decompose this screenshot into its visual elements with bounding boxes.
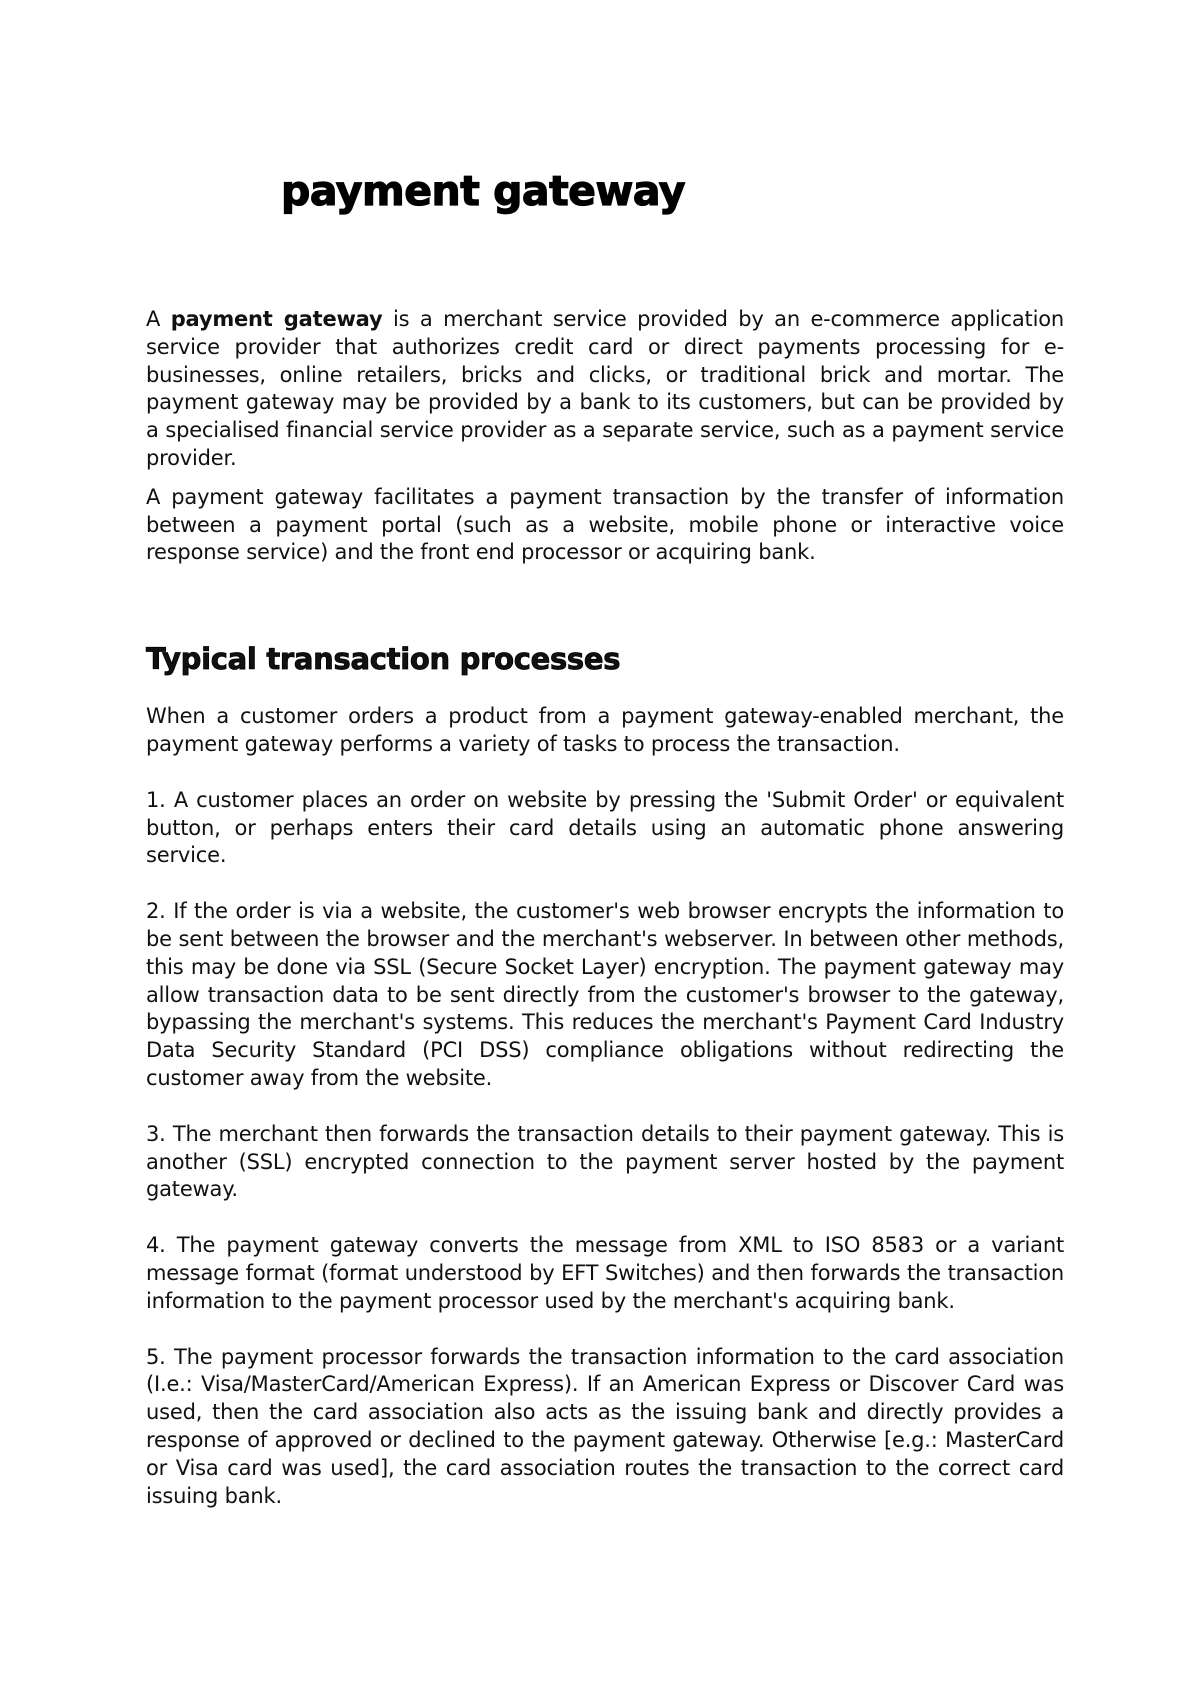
section-intro: When a customer orders a product from a payment gateway-enabled merchant, the payment gateway performs a variety of tasks to process the transaction. [146,704,1064,756]
definition-term: payment gateway [170,307,383,331]
definition-prefix: A [146,307,171,331]
definition-text: is a merchant service provided by an e-commerce application service provider that authorizes credit card or direct payments processing for e-businesses, online retailers, bricks and clicks, or traditional brick and mortar. The payment gateway may be provided by a bank to its customers, but can be provided by a specialised financial service provider as a separate service, such as a payment service provider. [146,307,1064,470]
section-heading: Typical transaction processes [146,642,621,677]
step-2: 2. If the order is via a website, the customer's web browser encrypts the information to be sent between the browser and the merchant's webserver. In between other methods, this may be done via SSL (Secure Socket Layer) encryption. The payment gateway may allow transaction data to be sent directly from the customer's browser to the gateway, bypassing the merchant's systems. This reduces the merchant's Payment Card Industry Data Security Standard (PCI DSS) compliance obligations without redirecting the customer away from the website. [146,899,1064,1090]
step-5: 5. The payment processor forwards the transaction information to the card association (I.e.: Visa/MasterCard/American Express). If an American Express or Discover Card was used, then the card association also acts as the issuing bank and directly provides a response of approved or declined to the payment gateway. Otherwise [e.g.: MasterCard or Visa card was used], the card association routes the transaction to the correct card issuing bank. [146,1344,1064,1508]
facilitation-paragraph: A payment gateway facilitates a payment transaction by the transfer of information between a payment portal (such as a website, mobile phone or interactive voice response service) and the front end processor or acquiring bank. [146,484,1064,565]
definition-paragraph [146,306,1064,473]
step-4: 4. The payment gateway converts the message from XML to ISO 8583 or a variant message format (format understood by EFT Switches) and then forwards the transaction information to the payment processor used by the merchant's acquiring bank. [146,1233,1064,1313]
document-body [146,306,1064,1510]
step-3: 3. The merchant then forwards the transaction details to their payment gateway. This is another (SSL) encrypted connection to the payment server hosted by the payment gateway. [146,1121,1064,1202]
page-title: payment gateway [281,167,686,215]
step-1: 1. A customer places an order on website by pressing the 'Submit Order' or equivalent button, or perhaps enters their card details using an automatic phone answering service. [146,787,1064,868]
